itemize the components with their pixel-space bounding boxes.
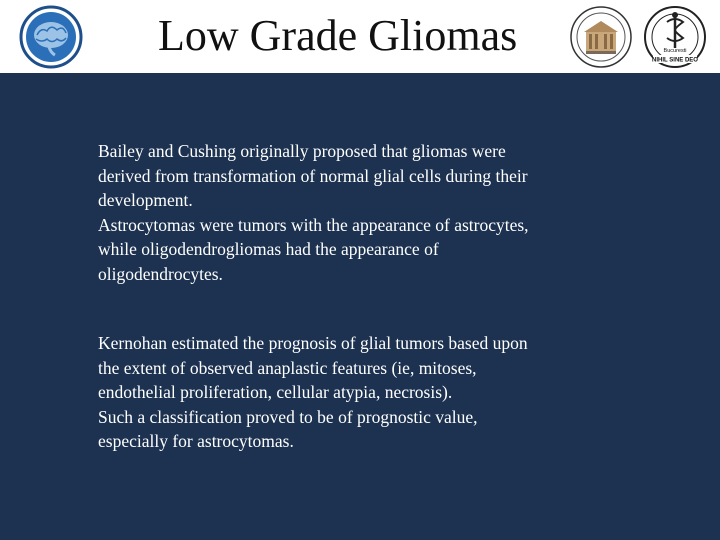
seal-motto-text: NIHIL SINE DEO — [652, 57, 698, 64]
medical-caduceus-seal-icon — [643, 4, 707, 70]
paragraph-line: the extent of observed anaplastic features (ie, mitoses, — [98, 357, 477, 378]
paragraph-line: Kernohan estimated the prognosis of glial tumors based upon — [98, 333, 528, 353]
paragraph-line: derived from transformation of normal glial cells during their — [98, 165, 528, 186]
paragraph-line: Bailey and Cushing originally proposed that gliomas were — [98, 141, 506, 161]
header-bar — [0, 0, 720, 73]
paragraph-line: Such a classification proved to be of prognostic value, — [98, 406, 478, 427]
brain-logo-icon — [19, 5, 83, 69]
paragraph-line: endothelial proliferation, cellular atypia, necrosis). — [98, 382, 453, 402]
university-building-seal-icon — [569, 5, 633, 69]
paragraph-line: oligodendrocytes. — [98, 263, 223, 284]
paragraph-line: while oligodendrogliomas had the appearance of — [98, 239, 439, 259]
paragraph-line: especially for astrocytomas. — [98, 431, 294, 451]
paragraph-line: Astrocytomas were tumors with the appearance of astrocytes, — [98, 214, 529, 235]
page-title: Low Grade Gliomas — [158, 11, 518, 60]
seal-city-text: Bucuresti — [663, 48, 687, 54]
paragraph-2 — [98, 331, 618, 454]
paragraph-1 — [98, 139, 618, 286]
paragraph-line: development. — [98, 190, 193, 210]
